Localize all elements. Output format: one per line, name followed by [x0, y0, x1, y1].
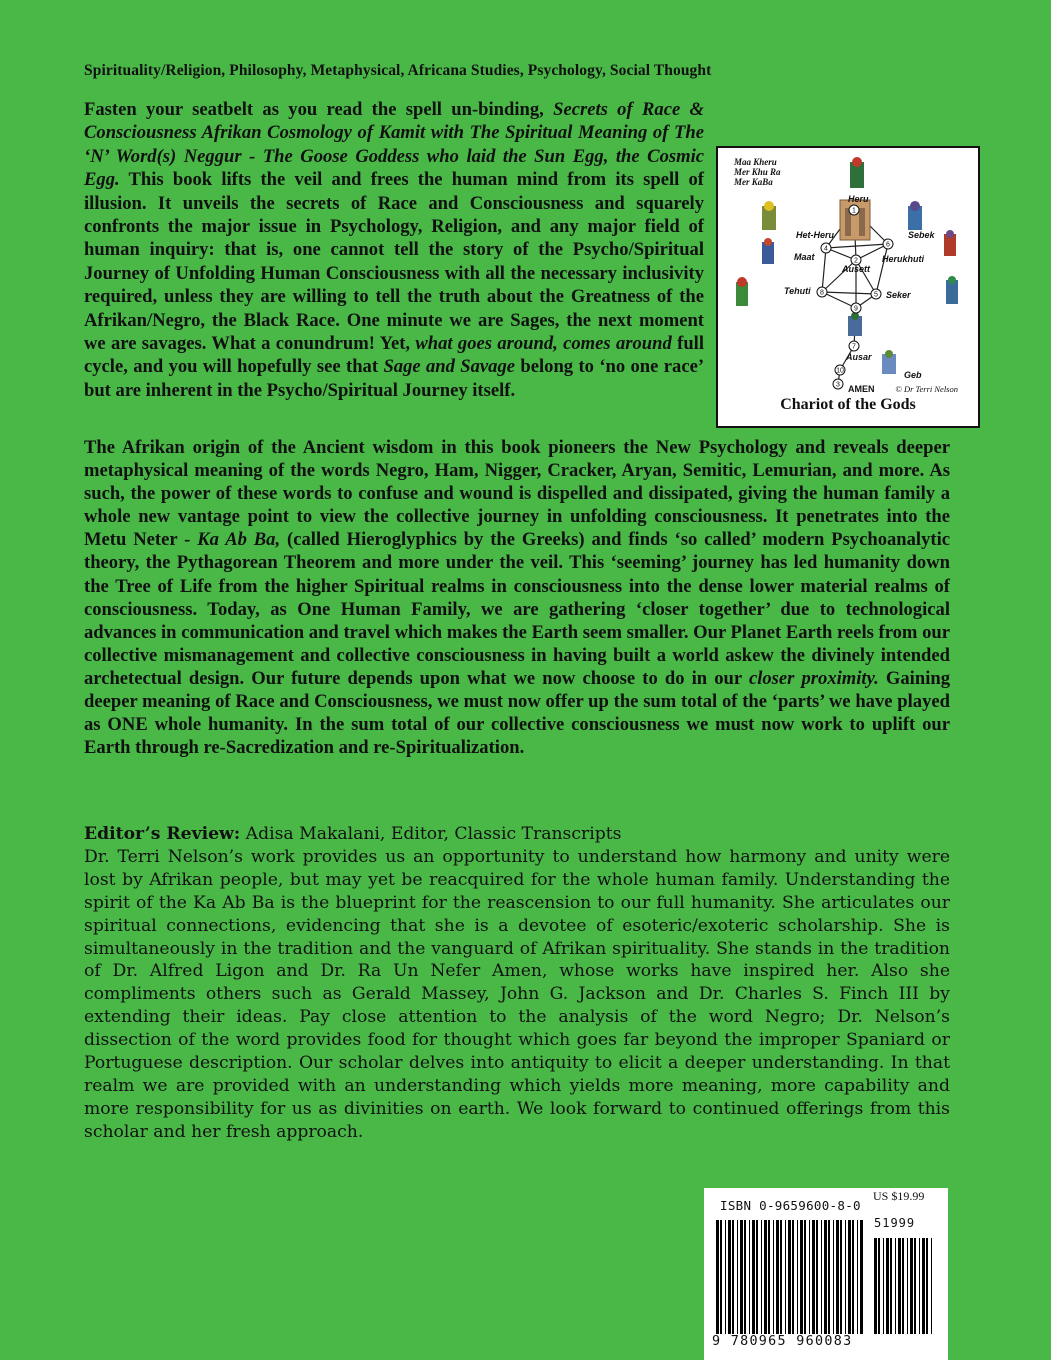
isbn-text: ISBN 0-9659600-8-0	[720, 1198, 861, 1213]
barcode-bar	[780, 1220, 782, 1334]
barcode-bar	[764, 1220, 767, 1334]
addon-digits: 51999	[874, 1216, 916, 1230]
barcode-bar	[860, 1220, 863, 1334]
label-maat: Maat	[794, 252, 815, 262]
barcode-bar	[732, 1220, 734, 1334]
sephira-number: 9	[854, 305, 858, 313]
barcode-bar	[848, 1220, 851, 1334]
ean-digits: 9 780965 960083	[712, 1334, 853, 1349]
barcode-bar	[761, 1220, 762, 1334]
intro-text-1: This book lifts the veil and frees the human mind from its spell of illusion. It unveils the secrets of Race and Consciousness and squarely confronts the major issue in Psychology, Religion, and any major field of human inquiry: that is, one cannot tell the story of the Psycho/Spiritual Journey of Unfolding Human Consciousness with all the necessary inclusivity required, unless they are willing to tell the truth about the Greatness of the Afrikan/Negro, the Black Race. One minute we are Sages, the next moment we are savages. What a conundrum! Yet,	[84, 169, 704, 355]
figure-top-line: Mer KaBa	[734, 177, 773, 187]
sephira-number: 2	[854, 257, 858, 265]
barcode-bar	[788, 1220, 791, 1334]
barcode-bar	[898, 1238, 901, 1334]
body-paragraph	[84, 436, 950, 759]
body-text-3: Gaining deeper meaning of Race and Consciousness, we must now offer up the sum total of the ‘parts’ we have played as ONE whole humanity. In the sum total of our collective consciousness we must now work to uplift our Earth through re-Sacredization and re-Spiritualization.	[84, 667, 950, 759]
barcode-bar	[895, 1238, 896, 1334]
barcode-bar	[785, 1220, 786, 1334]
sephira-number: 8	[820, 289, 824, 297]
label-ausar: Ausar	[846, 352, 872, 362]
barcode-bar	[907, 1238, 908, 1334]
barcode-bar	[800, 1220, 803, 1334]
barcode-bar	[874, 1238, 877, 1334]
barcode-bar	[914, 1238, 916, 1334]
barcode-bar	[878, 1238, 880, 1334]
sephira-number: 4	[824, 245, 828, 253]
label-tehuti: Tehuti	[784, 286, 811, 296]
barcode-bar	[768, 1220, 770, 1334]
label-seker: Seker	[886, 290, 911, 300]
figure-copyright: © Dr Terri Nelson	[895, 384, 958, 394]
chariot-figure	[716, 146, 980, 428]
sephira-number: 3	[836, 381, 840, 389]
barcode-bar	[812, 1220, 815, 1334]
intro-italic-1: what goes around, comes around	[415, 333, 672, 355]
sephira-number: 5	[874, 291, 878, 299]
barcode-bar	[792, 1220, 794, 1334]
barcode-panel	[704, 1188, 948, 1360]
intro-text-2: full cycle, and you will hopefully see that	[84, 333, 704, 378]
barcode-bar	[720, 1220, 722, 1334]
barcode-bar	[886, 1238, 889, 1334]
barcode-bar	[797, 1220, 798, 1334]
review-text: Dr. Terri Nelson’s work provides us an opportunity to understand how harmony and unity were lost by Afrikan people, but may yet be reacquired for the whole human family. Understanding the spirit of the Ka Ab Ba is the blueprint for the reascension to our full humanity. She articulates our spiritual connections, evidencing that she is a devotee of esoteric/exoteric scholarship. She is simultaneously in the tradition and the vanguard of Afrikan spirituality. She stands in the tradition of Dr. Alfred Ligon and Dr. Ra Un Nefer Amen, whose works have inspired her. Also she compliments others such as Gerald Massey, John G. Jackson and Dr. Charles S. Finch III by extending their ideas. Pay close attention to the analysis of the word Negro; Dr. Nelson’s dissection of the word provides food for thought which goes far beyond the improper Spaniard or Portuguese description. Our scholar delves into antiquity to elicit a deeper understanding. In that realm we are provided with an understanding which yields more meaning, more capability and more responsibility for us as divinities on earth. We look forward to continued offerings from this scholar and her fresh approach.	[84, 846, 950, 1142]
barcode-bar	[910, 1238, 913, 1334]
barcode-bar	[716, 1220, 719, 1334]
barcode-bars	[716, 1218, 940, 1336]
label-het-heru: Het-Heru	[796, 230, 835, 240]
barcode-bar	[833, 1220, 834, 1334]
intro-lead: Fasten your seatbelt as you read the spell un-binding,	[84, 99, 544, 120]
label-geb: Geb	[904, 370, 922, 380]
review-label: Editor’s Review:	[84, 824, 241, 844]
barcode-bar	[824, 1220, 827, 1334]
barcode-bar	[883, 1238, 884, 1334]
barcode-bar	[902, 1238, 904, 1334]
label-herukhuti: Herukhuti	[882, 254, 925, 264]
barcode-bar	[737, 1220, 738, 1334]
barcode-bar	[804, 1220, 806, 1334]
barcode-bar	[816, 1220, 818, 1334]
barcode-bar	[809, 1220, 810, 1334]
label-heru: Heru	[848, 194, 869, 204]
sephira-number: 6	[886, 241, 890, 249]
barcode-bar	[728, 1220, 731, 1334]
label-sebek: Sebek	[908, 230, 935, 240]
barcode-bar	[919, 1238, 920, 1334]
price-text: US $19.99	[873, 1189, 925, 1203]
barcode-bar	[740, 1220, 743, 1334]
intro-paragraph	[84, 98, 704, 402]
sephira-number: 10	[836, 367, 844, 375]
body-italic-proximity: closer proximity.	[748, 667, 879, 689]
label-ausett: Ausett	[842, 264, 871, 274]
barcode-bar	[773, 1220, 774, 1334]
barcode-bar	[752, 1220, 755, 1334]
figure-top-text	[734, 157, 781, 187]
figure-top-line: Mer Khu Ra	[734, 167, 781, 177]
body-italic-kaabba: Ka Ab Ba,	[197, 529, 281, 551]
barcode-bar	[840, 1220, 842, 1334]
barcode-bar	[931, 1238, 932, 1334]
barcode-bar	[845, 1220, 846, 1334]
barcode-bar	[926, 1238, 928, 1334]
sephira-number: 1	[852, 207, 856, 215]
figure-caption: Chariot of the Gods	[780, 396, 916, 413]
barcode-bar	[836, 1220, 839, 1334]
barcode-bar	[749, 1220, 750, 1334]
body-text-1: The Afrikan origin of the Ancient wisdom in this book pioneers the New Psychology and reveals deeper metaphysical meaning of the words Negro, Ham, Nigger, Cracker, Aryan, Semitic, Lemurian, and more. As such, the power of these words to confuse and wound is dispelled and dissipated, giving the human family a whole new vantage point to view the collective journey in unfolding consciousness. It penetrates into the Metu Neter -	[84, 437, 950, 551]
intro-italic-2: Sage and Savage	[383, 356, 516, 378]
categories-line: Spirituality/Religion, Philosophy, Metaphysical, Africana Studies, Psychology, Social Thought	[84, 62, 712, 79]
barcode-bar	[857, 1220, 858, 1334]
editor-review	[84, 823, 950, 1144]
barcode-bar	[725, 1220, 726, 1334]
barcode-bar	[828, 1220, 830, 1334]
barcode-bar	[890, 1238, 892, 1334]
barcode-bar	[922, 1238, 925, 1334]
intro-book-title: Secrets of Race & Consciousness Afrikan Cosmology of Kamit with The Spiritual Meaning of The ‘N’ Word(s) Neggur - The Goose Goddess who laid the Sun Egg, the Cosmic Egg.	[84, 99, 704, 191]
barcode-bar	[756, 1220, 758, 1334]
label-amen: AMEN	[848, 384, 875, 394]
body-text-2: (called Hieroglyphics by the Greeks) and finds ‘so called’ modern Psychoanalytic theory, the Pythagorean Theorem and more under the veil. This ‘seeming’ journey has led humanity down the Tree of Life from the higher Spiritual realms in consciousness into the dense lower material realms of consciousness. Today, as One Human Family, we are gathering ‘closer together’ due to technological advances in communication and travel which makes the Earth seem smaller. Our Planet Earth reels from our collective mismanagement and collective consciousness in having built a world askew the divinely intended archetectual design. Our future depends upon what we now choose to do in our	[84, 529, 950, 689]
figure-top-line: Maa Kheru	[734, 157, 777, 167]
intro-text-3: belong to ‘no one race’ but are inherent in the Psycho/Spiritual Journey itself.	[84, 356, 705, 401]
barcode-bar	[821, 1220, 822, 1334]
barcode-bar	[776, 1220, 779, 1334]
barcode-bar	[744, 1220, 746, 1334]
review-editor: Adisa Makalani, Editor, Classic Transcripts	[245, 824, 622, 844]
sephira-number: 7	[852, 343, 856, 351]
barcode-bar	[852, 1220, 854, 1334]
